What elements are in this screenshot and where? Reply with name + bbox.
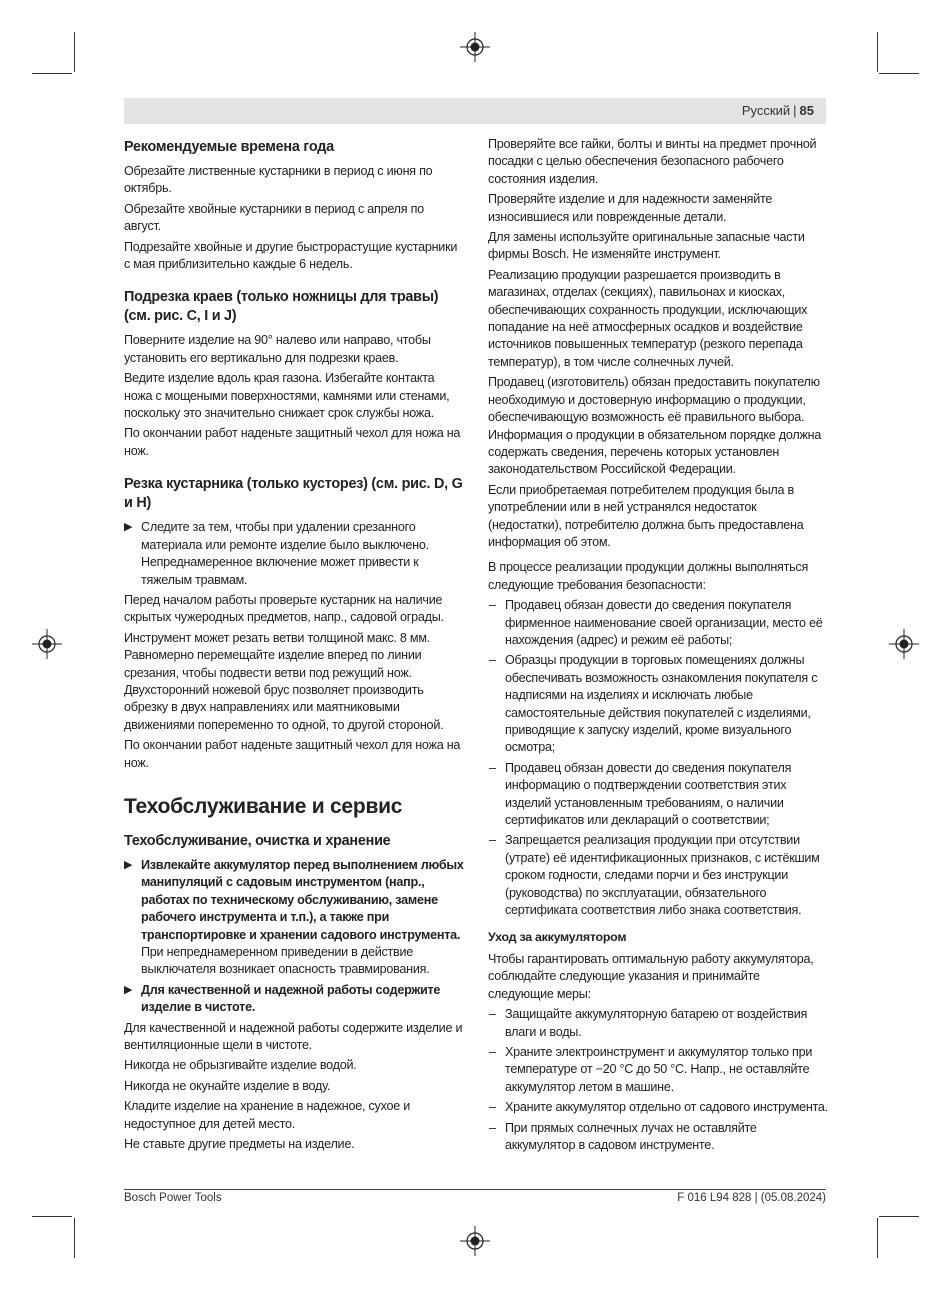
warning-bullet bbox=[124, 519, 464, 589]
dash-marker: – bbox=[489, 833, 496, 848]
header-text bbox=[742, 103, 814, 118]
list-item-text: Храните аккумулятор отдельно от садового инструмента. bbox=[505, 1100, 828, 1115]
paragraph: По окончании работ наденьте защитный чехол для ножа на нож. bbox=[124, 738, 461, 770]
crop-mark bbox=[879, 1216, 919, 1217]
registration-mark-icon bbox=[32, 629, 62, 659]
paragraph: По окончании работ наденьте защитный чехол для ножа на нож. bbox=[124, 426, 461, 458]
list-item-text: Запрещается реализация продукции при отсутствии (утрате) её идентификационных признаков, с истёкшим сроком годности, следами порчи и без инструкции (руководства) по эксплуатации, обязательного сертификата соответствия либо знака соответствия. bbox=[505, 833, 820, 918]
list-item-text: Защищайте аккумуляторную батарею от воздействия влаги и воды. bbox=[505, 1007, 808, 1039]
warning-bullet bbox=[124, 982, 464, 1017]
page-number: 85 bbox=[799, 103, 814, 118]
paragraph: Никогда не окунайте изделие в воду. bbox=[124, 1078, 331, 1093]
crop-mark bbox=[32, 1216, 72, 1217]
warning-bullet bbox=[124, 857, 464, 979]
footer-divider bbox=[124, 1189, 826, 1190]
paragraph: Если приобретаемая потребителем продукция была в употреблении или в ней устранялся недостаток (недостатки), потребителю должна быть предоставлена информация об этом. bbox=[488, 482, 804, 549]
list-item bbox=[488, 760, 828, 830]
crop-mark bbox=[879, 73, 919, 74]
section-title-edge-trimming: Подрезка краев (только ножницы для травы) (см. рис. C, I и J) bbox=[124, 289, 439, 325]
bullet-arrow-icon: ▶ bbox=[124, 983, 133, 996]
list-item-text: Образцы продукции в торговых помещениях должны обеспечивать возможность ознакомления покупателя с надписями на изделиях и исключать любые самостоятельные действия покупателей с изделиями, приводящие к запуску изделий, кроме визуального осмотра; bbox=[505, 653, 818, 755]
list-item-text: Продавец обязан довести до сведения покупателя информацию о подтверждении соответствия этих изделий установленным требованиям, о наличии сертификатов или деклараций о соответствии; bbox=[505, 760, 792, 828]
list-item bbox=[488, 1120, 828, 1155]
footer-document-id: F 016 L94 828 | (05.08.2024) bbox=[677, 1192, 826, 1204]
section-title-battery-care: Уход за аккумулятором bbox=[488, 930, 627, 945]
list-item bbox=[488, 1006, 828, 1041]
paragraph: Подрезайте хвойные и другие быстрорастущие кустарники с мая приблизительно каждые 6 недель. bbox=[124, 239, 458, 272]
paragraph: Чтобы гарантировать оптимальную работу аккумулятора, соблюдайте следующие указания и принимайте следующие меры: bbox=[488, 951, 814, 1001]
crop-mark bbox=[74, 32, 75, 72]
right-column bbox=[488, 136, 828, 1157]
crop-mark bbox=[877, 1218, 878, 1258]
paragraph: Инструмент может резать ветви толщиной макс. 8 мм. Равномерно перемещайте изделие вперед по линии срезания, чтобы подвести ветви под режущий нож. Двухсторонний ножевой брус позволяет производить обрезку в двух направлениях или маятниковыми движениями попеременно то одной, то другой стороной. bbox=[124, 630, 444, 732]
bullet-bold-text: Извлекайте аккумулятор перед выполнением любых манипуляций с садовым инструментом (напр., работах по техническому обслуживанию, замене рабочего инструмента и т.п.), а также при транспортировке и хранении садового инструмента. bbox=[141, 857, 464, 942]
dash-marker: – bbox=[489, 1007, 496, 1022]
crop-mark bbox=[32, 73, 72, 74]
section-title-shrub-cutting: Резка кустарника (только кусторез) (см. рис. D, G и H) bbox=[124, 476, 463, 512]
paragraph: Проверяйте изделие и для надежности заменяйте износившиеся или поврежденные детали. bbox=[488, 192, 773, 224]
paragraph: Кладите изделие на хранение в надежное, сухое и недоступное для детей место. bbox=[124, 1099, 411, 1131]
paragraph: Обрезайте лиственные кустарники в период с июня по октябрь. bbox=[124, 164, 433, 196]
paragraph: Перед началом работы проверьте кустарник на наличие скрытых чужеродных предметов, напр., садовой ограды. bbox=[124, 592, 444, 625]
header-separator: | bbox=[793, 103, 797, 118]
registration-mark-icon bbox=[889, 629, 919, 659]
dash-marker: – bbox=[489, 598, 496, 613]
paragraph: Проверяйте все гайки, болты и винты на предмет прочной посадки с целью обеспечения безопасного рабочего состояния изделия. bbox=[488, 137, 817, 186]
header-language: Русский bbox=[741, 103, 791, 118]
list-item bbox=[488, 1099, 828, 1116]
dash-marker: – bbox=[489, 1100, 496, 1115]
paragraph: Поверните изделие на 90° налево или направо, чтобы установить его вертикально для подрезки краев. bbox=[124, 333, 431, 365]
registration-mark-icon bbox=[460, 32, 490, 62]
list-item-text: Храните электроинструмент и аккумулятор только при температуре от −20 °C до 50 °C. Напр., не оставляйте аккумулятор летом в машине. bbox=[505, 1044, 813, 1094]
footer-brand: Bosch Power Tools bbox=[124, 1192, 222, 1204]
dash-marker: – bbox=[489, 1120, 496, 1135]
paragraph: Продавец (изготовитель) обязан предоставить покупателю необходимую и достоверную информацию о продукции, обеспечивающую возможность её правильного выбора. Информация о продукции в обязательном порядке должна содержать сведения, перечень которых установлен законодательством Российской Федерации. bbox=[488, 375, 822, 477]
dash-marker: – bbox=[489, 760, 496, 775]
list-item bbox=[488, 832, 828, 919]
dash-marker: – bbox=[489, 1044, 496, 1059]
crop-mark bbox=[74, 1218, 75, 1258]
paragraph: Ведите изделие вдоль края газона. Избегайте контакта ножа с мощеными поверхностями, камнями или стенами, поскольку это значительно снижает срок службы ножа. bbox=[124, 371, 450, 421]
section-title-maintenance: Техобслуживание, очистка и хранение bbox=[124, 832, 391, 849]
list-item-text: Продавец обязан довести до сведения покупателя фирменное наименование своей организации, место её нахождения (адрес) и режим её работы; bbox=[505, 598, 823, 647]
bullet-bold-text: Для качественной и надежной работы содержите изделие в чистоте. bbox=[141, 982, 441, 1015]
bullet-arrow-icon: ▶ bbox=[124, 858, 133, 871]
list-item bbox=[488, 652, 828, 756]
bullet-text: Следите за тем, чтобы при удалении срезанного материала или ремонте изделие было выключено. Непреднамеренное включение может привести к тяжелым травмам. bbox=[141, 520, 429, 587]
list-item bbox=[488, 1044, 828, 1096]
paragraph: Для замены используйте оригинальные запасные части фирмы Bosch. Не изменяйте инструмент. bbox=[488, 230, 805, 262]
dash-marker: – bbox=[489, 653, 496, 668]
bullet-text: При непреднамеренном приведении в действие выключателя возникает опасность травмирования. bbox=[141, 945, 430, 977]
paragraph: В процессе реализации продукции должны выполняться следующие требования безопасности: bbox=[488, 560, 809, 592]
crop-mark bbox=[877, 32, 878, 72]
main-section-title: Техобслуживание и сервис bbox=[124, 794, 403, 818]
bullet-arrow-icon: ▶ bbox=[124, 521, 133, 534]
section-title-seasons: Рекомендуемые времена года bbox=[124, 139, 334, 155]
paragraph: Для качественной и надежной работы содержите изделие и вентиляционные щели в чистоте. bbox=[124, 1020, 463, 1053]
paragraph: Реализацию продукции разрешается производить в магазинах, отделах (секциях), павильонах и киосках, обеспечивающих сохранность продукции, исключающих попадание на неё атмосферных осадков и воздействие источников повышенных температур (резкого перепада температур), в том числе солнечных лучей. bbox=[488, 267, 808, 369]
paragraph: Обрезайте хвойные кустарники в период с апреля по август. bbox=[124, 201, 424, 234]
paragraph: Никогда не обрызгивайте изделие водой. bbox=[124, 1058, 357, 1073]
page-header bbox=[124, 98, 826, 124]
list-item bbox=[488, 597, 828, 649]
paragraph: Не ставьте другие предметы на изделие. bbox=[124, 1137, 355, 1152]
list-item-text: При прямых солнечных лучах не оставляйте аккумулятор в садовом инструменте. bbox=[505, 1120, 757, 1152]
registration-mark-icon bbox=[460, 1226, 490, 1256]
left-column bbox=[124, 138, 464, 1156]
